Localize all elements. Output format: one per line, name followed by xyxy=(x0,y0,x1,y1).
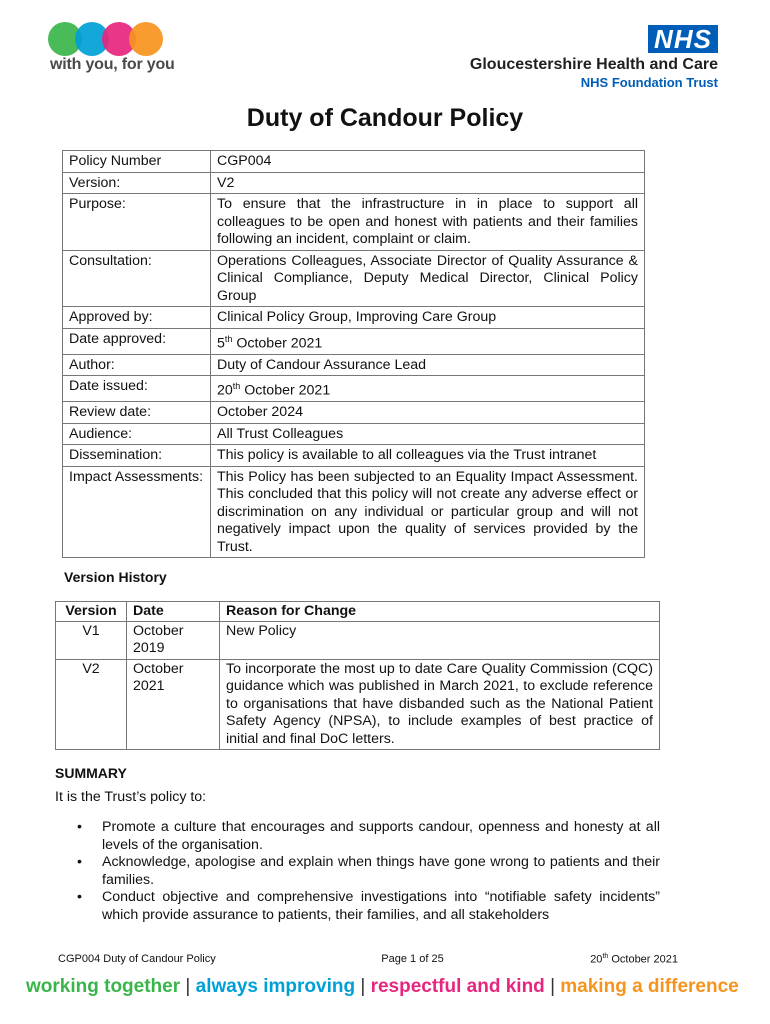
policy-label: Version: xyxy=(63,172,211,194)
summary-bullets xyxy=(55,819,660,924)
version-date-cell: October 2019 xyxy=(127,621,220,659)
policy-value: Clinical Policy Group, Improving Care Group xyxy=(211,307,645,329)
policy-label: Author: xyxy=(63,354,211,376)
summary-bullet: • Promote a culture that encourages and supports candour, openness and honesty at all levels of the organisation. xyxy=(55,819,660,854)
policy-value: 5th October 2021 xyxy=(211,328,645,354)
policy-value: CGP004 xyxy=(211,151,645,173)
footer-doc-name: CGP004 Duty of Candour Policy xyxy=(58,953,216,965)
policy-label: Dissemination: xyxy=(63,445,211,467)
policy-value: Operations Colleagues, Associate Director of Quality Assurance & Clinical Compliance, Deputy Medical Director, Clinical Policy Group xyxy=(211,250,645,307)
footer-date: 20th October 2021 xyxy=(590,953,678,966)
nhs-logo: NHS xyxy=(648,25,718,53)
strap-value: respectful and kind xyxy=(370,976,545,997)
policy-details-table xyxy=(62,150,645,558)
policy-row xyxy=(63,151,645,173)
strap-separator: | xyxy=(360,976,366,997)
version-reason-cell: New Policy xyxy=(220,621,660,659)
version-row xyxy=(56,621,660,659)
policy-row xyxy=(63,423,645,445)
policy-value: Duty of Candour Assurance Lead xyxy=(211,354,645,376)
page-title: Duty of Candour Policy xyxy=(246,104,524,132)
policy-row xyxy=(63,376,645,402)
policy-label: Policy Number xyxy=(63,151,211,173)
version-history-table xyxy=(55,601,660,750)
policy-label: Approved by: xyxy=(63,307,211,329)
policy-label: Review date: xyxy=(63,402,211,424)
summary-bullet: • Acknowledge, apologise and explain when things have gone wrong to patients and their families. xyxy=(55,854,660,889)
strap-separator: | xyxy=(550,976,555,997)
policy-row xyxy=(63,328,645,354)
policy-value: 20th October 2021 xyxy=(211,376,645,402)
summary-bullet: • Conduct objective and comprehensive investigations into “notifiable safety incidents” which provide assurance to patients, their families, and all stakeholders xyxy=(55,889,660,924)
policy-row xyxy=(63,445,645,467)
strap-value: making a difference xyxy=(560,976,739,997)
footer-page-number: Page 1 of 25 xyxy=(381,953,444,965)
summary-heading: SUMMARY xyxy=(55,765,127,781)
col-header-version: Version xyxy=(56,602,127,622)
version-version-cell: V2 xyxy=(56,659,127,750)
summary-intro: It is the Trust’s policy to: xyxy=(55,789,207,805)
policy-row xyxy=(63,172,645,194)
policy-label: Impact Assessments: xyxy=(63,466,211,558)
trust-subtitle: NHS Foundation Trust xyxy=(580,75,718,90)
policy-value: All Trust Colleagues xyxy=(211,423,645,445)
policy-row xyxy=(63,250,645,307)
col-header-reason: Reason for Change xyxy=(220,602,660,622)
policy-row xyxy=(63,307,645,329)
strap-separator: | xyxy=(185,976,191,997)
trust-name: Gloucestershire Health and Care xyxy=(469,56,718,73)
policy-label: Purpose: xyxy=(63,194,211,251)
strap-value: working together xyxy=(26,976,181,997)
policy-value: This policy is available to all colleagues via the Trust intranet xyxy=(211,445,645,467)
version-row xyxy=(56,659,660,750)
policy-value: To ensure that the infrastructure in in place to support all colleagues to be open and honest with patients and their families following an incident, complaint or claim. xyxy=(211,194,645,251)
policy-value: V2 xyxy=(211,172,645,194)
policy-label: Date issued: xyxy=(63,376,211,402)
tagline: with you, for you xyxy=(50,56,175,73)
strap-value: always improving xyxy=(195,976,356,997)
version-reason-cell: To incorporate the most up to date Care Quality Commission (CQC) guidance which was published in March 2021, to exclude reference to organisations that have disbanded such as the National Patient Safety Agency (NPSA), to include examples of best practice of initial and final DoC letters. xyxy=(220,659,660,750)
trust-logo-circles xyxy=(48,22,163,56)
values-strapline xyxy=(26,976,739,998)
version-date-cell: October 2021 xyxy=(127,659,220,750)
policy-row xyxy=(63,466,645,558)
policy-label: Date approved: xyxy=(63,328,211,354)
policy-value: This Policy has been subjected to an Equality Impact Assessment. This concluded that this policy will not create any adverse effect or discrimination on any individual or particular group and will not negatively impact upon the quality of services provided by the Trust. xyxy=(211,466,645,558)
policy-row xyxy=(63,194,645,251)
version-history-title: Version History xyxy=(64,569,167,585)
col-header-date: Date xyxy=(127,602,220,622)
policy-row xyxy=(63,402,645,424)
policy-label: Consultation: xyxy=(63,250,211,307)
version-version-cell: V1 xyxy=(56,621,127,659)
policy-row xyxy=(63,354,645,376)
policy-value: October 2024 xyxy=(211,402,645,424)
version-history-header-row xyxy=(56,602,660,622)
policy-label: Audience: xyxy=(63,423,211,445)
orange-circle xyxy=(129,22,163,56)
